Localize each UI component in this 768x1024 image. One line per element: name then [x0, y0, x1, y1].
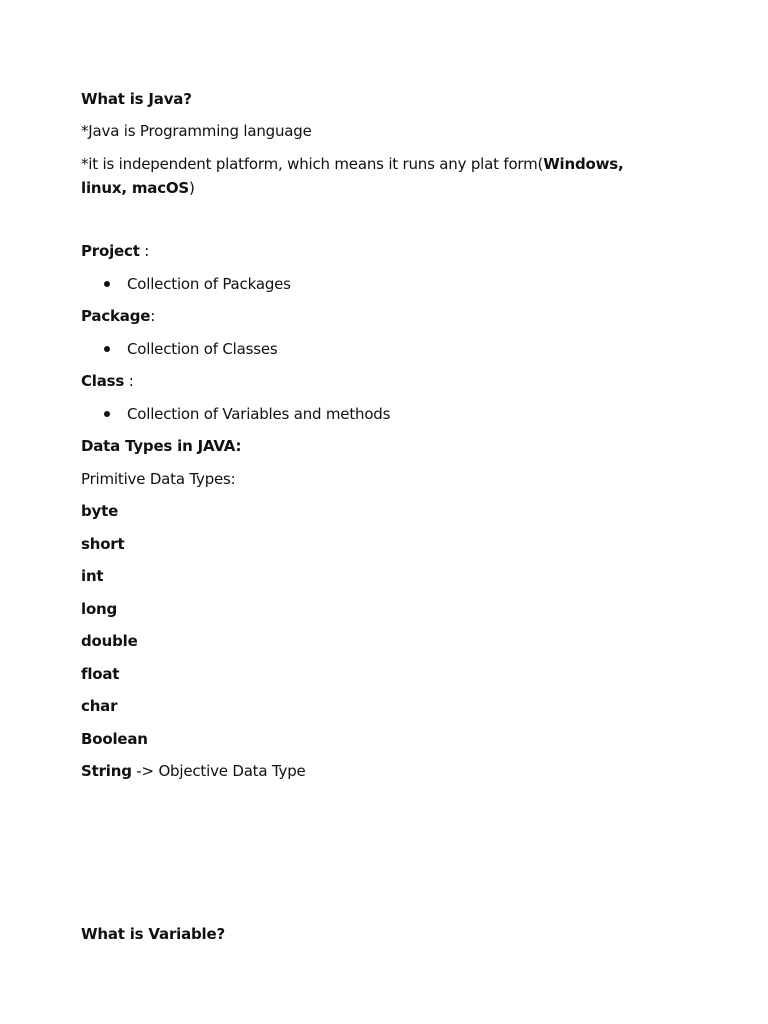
string-description: -> Objective Data Type	[131, 762, 306, 780]
java-description-line-3	[81, 178, 195, 198]
type-float: float	[81, 665, 120, 683]
data-types-heading: Data Types in JAVA:	[81, 437, 242, 455]
bullet-icon	[104, 411, 110, 417]
class-colon: :	[124, 372, 134, 390]
class-item-text: Collection of Variables and methods	[127, 405, 391, 423]
java-line3-bold: linux, macOS	[81, 179, 190, 197]
bullet-icon	[104, 281, 110, 287]
package-heading	[81, 306, 155, 326]
type-byte: byte	[81, 502, 119, 520]
java-line2-text: *it is independent platform, which means it runs any plat form(	[81, 155, 544, 173]
string-type-line	[81, 761, 306, 781]
java-description-line-2	[81, 154, 624, 174]
class-heading	[81, 371, 134, 391]
type-double: double	[81, 632, 138, 650]
package-item-text: Collection of Classes	[127, 340, 278, 358]
type-long: long	[81, 600, 118, 618]
type-short: short	[81, 535, 125, 553]
class-label: Class	[81, 372, 125, 390]
java-line3-text: )	[189, 179, 195, 197]
package-colon: :	[150, 307, 156, 325]
list-item-project	[104, 274, 291, 294]
project-item-text: Collection of Packages	[127, 275, 291, 293]
heading-what-is-java: What is Java?	[81, 90, 192, 108]
project-heading	[81, 241, 149, 261]
heading-what-is-variable: What is Variable?	[81, 925, 225, 943]
primitive-types-heading: Primitive Data Types:	[81, 470, 236, 488]
type-boolean: Boolean	[81, 730, 148, 748]
project-label: Project	[81, 242, 140, 260]
list-item-class	[104, 404, 390, 424]
java-line2-bold: Windows,	[543, 155, 624, 173]
type-char: char	[81, 697, 118, 715]
java-description-line-1: *Java is Programming language	[81, 122, 312, 140]
string-label: String	[81, 762, 132, 780]
bullet-icon	[104, 346, 110, 352]
type-int: int	[81, 567, 104, 585]
package-label: Package	[81, 307, 151, 325]
project-colon: :	[139, 242, 150, 260]
list-item-package	[104, 339, 278, 359]
